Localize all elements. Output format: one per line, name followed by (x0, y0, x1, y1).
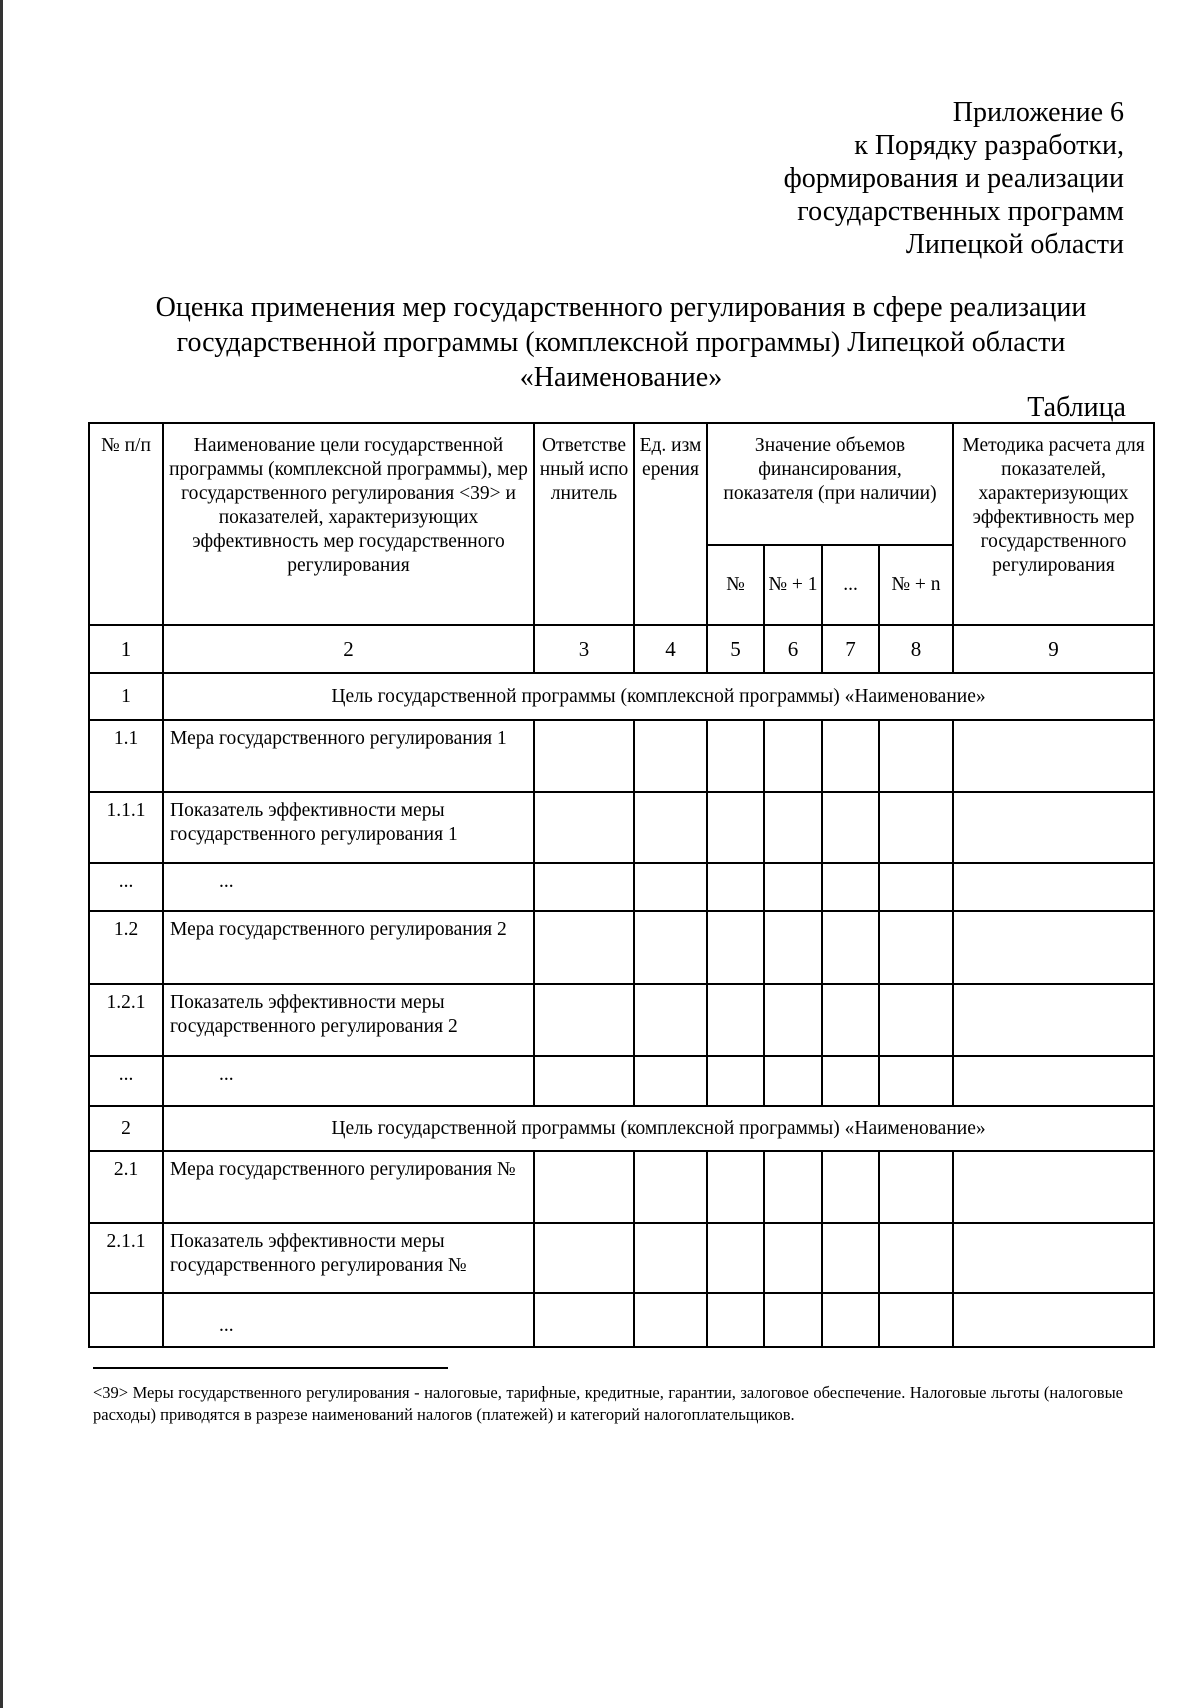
table-row (89, 1151, 1154, 1223)
table-row (89, 1223, 1154, 1293)
empty-cell (764, 792, 822, 863)
empty-cell (822, 984, 879, 1056)
subheader: № + 1 (764, 545, 822, 625)
header-line: Приложение 6 (952, 97, 1124, 128)
col-number: 7 (822, 625, 879, 673)
goal-row (89, 1106, 1154, 1151)
empty-cell (707, 911, 764, 984)
row-number: 2.1 (89, 1151, 163, 1223)
empty-cell (534, 1056, 634, 1106)
empty-cell (534, 1223, 634, 1293)
empty-cell (634, 1293, 707, 1347)
empty-cell (879, 792, 953, 863)
appendix-header (784, 96, 1124, 261)
col-number: 3 (534, 625, 634, 673)
empty-cell (764, 1056, 822, 1106)
col-number: 2 (163, 625, 534, 673)
empty-cell (764, 984, 822, 1056)
row-number: 2 (89, 1106, 163, 1151)
col-number: 8 (879, 625, 953, 673)
table-row (89, 984, 1154, 1056)
empty-cell (953, 792, 1154, 863)
empty-cell (634, 984, 707, 1056)
empty-cell (879, 1293, 953, 1347)
empty-cell (534, 863, 634, 911)
document-title (88, 290, 1154, 395)
empty-cell (634, 792, 707, 863)
title-line: «Наименование» (519, 362, 723, 393)
row-name: Мера государственного регулирования 1 (163, 720, 534, 792)
row-name: ... (163, 1056, 534, 1106)
row-number: 1.1 (89, 720, 163, 792)
goal-title: Цель государственной программы (комплексной программы) «Наименование» (163, 673, 1154, 720)
col-number: 9 (953, 625, 1154, 673)
empty-cell (534, 792, 634, 863)
empty-cell (707, 863, 764, 911)
footnote: <39> Меры государственного регулирования - налоговые, тарифные, кредитные, гарантии, залоговое обеспечение. Налоговые льготы (налоговые расходы) приводятся в разрезе наименований налогов (платежей) и категорий налогоплательщиков. (93, 1383, 1123, 1424)
empty-cell (822, 911, 879, 984)
empty-cell (634, 1151, 707, 1223)
empty-cell (764, 1223, 822, 1293)
empty-cell (822, 1056, 879, 1106)
subheader: ... (822, 545, 879, 625)
empty-cell (764, 863, 822, 911)
empty-cell (879, 720, 953, 792)
row-name: Показатель эффективности меры государственного регулирования 1 (163, 792, 534, 863)
empty-cell (953, 1293, 1154, 1347)
empty-cell (953, 984, 1154, 1056)
row-name: ... (163, 1293, 534, 1347)
empty-cell (634, 911, 707, 984)
table-label: Таблица (1027, 392, 1126, 423)
header-method: Методика расчета для показателей, характеризующих эффективность мер государственного регулирования (953, 423, 1154, 625)
table-row (89, 792, 1154, 863)
row-number: 1.2 (89, 911, 163, 984)
row-number: ... (89, 863, 163, 911)
row-number: 2.1.1 (89, 1223, 163, 1293)
empty-cell (534, 720, 634, 792)
empty-cell (953, 1223, 1154, 1293)
empty-cell (822, 1151, 879, 1223)
empty-cell (707, 1056, 764, 1106)
empty-cell (822, 792, 879, 863)
header-line: к Порядку разработки, (854, 130, 1124, 161)
empty-cell (953, 911, 1154, 984)
subheader: № (707, 545, 764, 625)
goal-row (89, 673, 1154, 720)
empty-cell (822, 1293, 879, 1347)
title-line: государственной программы (комплексной программы) Липецкой области (176, 327, 1066, 358)
row-number: 1 (89, 673, 163, 720)
header-unit: Ед. измерения (634, 423, 707, 625)
empty-cell (879, 1151, 953, 1223)
empty-cell (822, 720, 879, 792)
empty-cell (822, 863, 879, 911)
row-name: Показатель эффективности меры государственного регулирования № (163, 1223, 534, 1293)
col-number: 1 (89, 625, 163, 673)
empty-cell (707, 1223, 764, 1293)
row-number: ... (89, 1056, 163, 1106)
header-line: Липецкой области (905, 229, 1124, 260)
header-values: Значение объемов финансирования, показателя (при наличии) (707, 423, 953, 545)
subheader: № + n (879, 545, 953, 625)
regulation-table (88, 422, 1155, 1348)
empty-cell (879, 1223, 953, 1293)
empty-cell (707, 1151, 764, 1223)
row-number (89, 1293, 163, 1347)
col-number: 6 (764, 625, 822, 673)
empty-cell (707, 792, 764, 863)
empty-cell (822, 1223, 879, 1293)
table-row (89, 1056, 1154, 1106)
header-name: Наименование цели государственной программы (комплексной программы), мер государственного регулирования <39> и показателей, характеризующих эффективность мер государственного регулирования (163, 423, 534, 625)
empty-cell (953, 720, 1154, 792)
empty-cell (953, 1056, 1154, 1106)
empty-cell (707, 984, 764, 1056)
header-responsible: Ответственный исполнитель (534, 423, 634, 625)
row-name: Показатель эффективности меры государственного регулирования 2 (163, 984, 534, 1056)
header-line: государственных программ (797, 196, 1124, 227)
empty-cell (634, 720, 707, 792)
row-name: Мера государственного регулирования 2 (163, 911, 534, 984)
empty-cell (764, 1293, 822, 1347)
table-row (89, 720, 1154, 792)
empty-cell (534, 984, 634, 1056)
empty-cell (707, 720, 764, 792)
row-number: 1.1.1 (89, 792, 163, 863)
table-row (89, 863, 1154, 911)
empty-cell (953, 1151, 1154, 1223)
header-num: № п/п (89, 423, 163, 625)
empty-cell (764, 911, 822, 984)
col-number: 4 (634, 625, 707, 673)
footnote-separator (93, 1367, 448, 1369)
empty-cell (879, 911, 953, 984)
empty-cell (879, 1056, 953, 1106)
empty-cell (879, 863, 953, 911)
empty-cell (879, 984, 953, 1056)
title-line: Оценка применения мер государственного регулирования в сфере реализации (155, 292, 1087, 323)
empty-cell (534, 1151, 634, 1223)
empty-cell (953, 863, 1154, 911)
row-name: ... (163, 863, 534, 911)
empty-cell (634, 1056, 707, 1106)
table-row (89, 1293, 1154, 1347)
header-line: формирования и реализации (783, 163, 1124, 194)
empty-cell (707, 1293, 764, 1347)
empty-cell (534, 911, 634, 984)
row-name: Мера государственного регулирования № (163, 1151, 534, 1223)
row-number: 1.2.1 (89, 984, 163, 1056)
goal-title: Цель государственной программы (комплексной программы) «Наименование» (163, 1106, 1154, 1151)
table-row (89, 911, 1154, 984)
empty-cell (634, 863, 707, 911)
col-number: 5 (707, 625, 764, 673)
empty-cell (634, 1223, 707, 1293)
empty-cell (764, 1151, 822, 1223)
scan-edge (0, 0, 3, 1708)
empty-cell (534, 1293, 634, 1347)
empty-cell (764, 720, 822, 792)
